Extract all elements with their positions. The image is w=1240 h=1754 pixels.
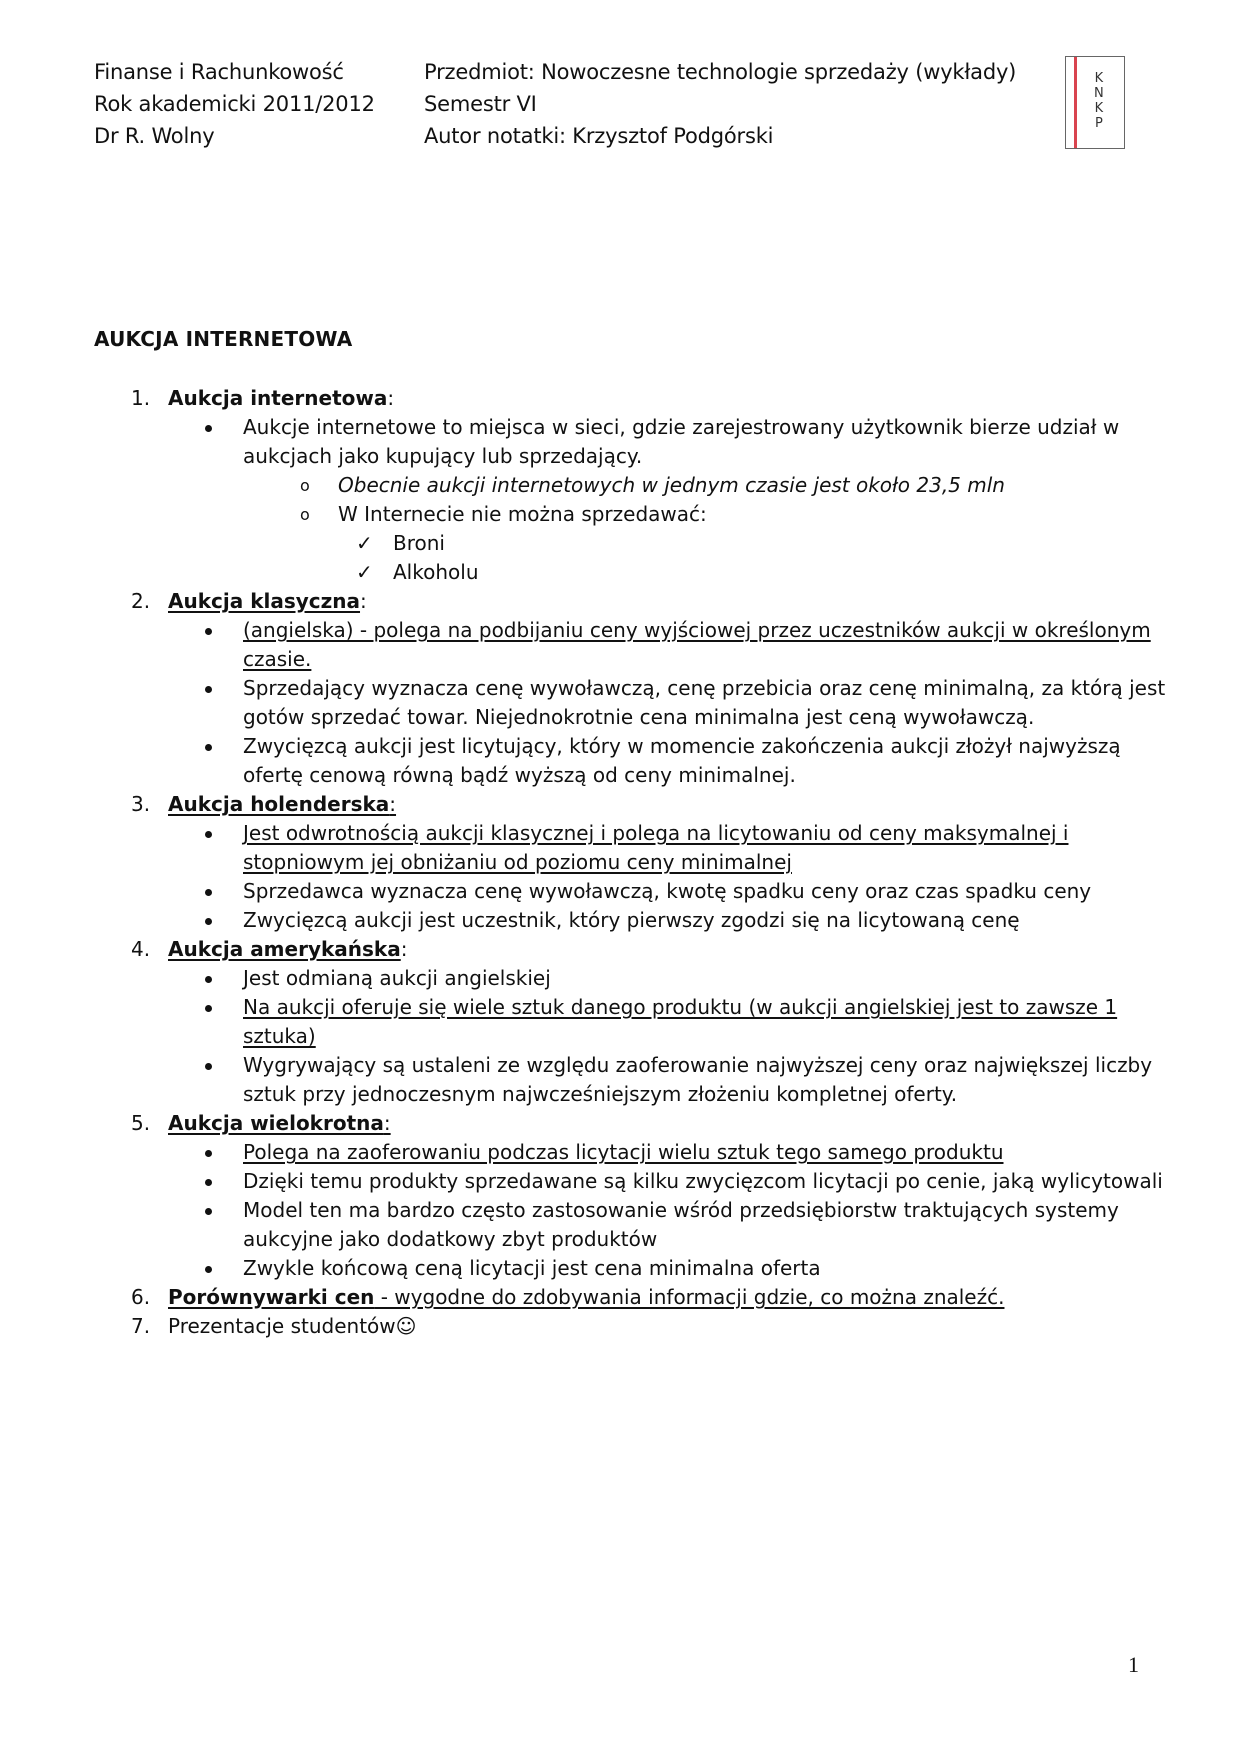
bullet-item xyxy=(0,732,1240,761)
page-number: 1 xyxy=(1128,1652,1139,1677)
sub-text: W Internecie nie można sprzedawać: xyxy=(338,502,707,526)
bullet-text: Jest odwrotnością aukcji klasycznej i polega na licytowaniu od ceny maksymalnej i xyxy=(243,821,1069,845)
list-item xyxy=(0,587,1240,616)
bullet-item xyxy=(0,413,1240,442)
faculty: Finanse i Rachunkowość xyxy=(94,60,344,84)
heading-suffix: : xyxy=(400,937,408,961)
heading-suffix: - wygodne do zdobywania informacji gdzie, co można znaleźć. xyxy=(374,1285,1005,1309)
section-heading: Porównywarki cen xyxy=(168,1285,375,1309)
bullet-text: Na aukcji oferuje się wiele sztuk danego produktu (w aukcji angielskiej jest to zawsze 1 xyxy=(243,995,1118,1019)
bullet-item xyxy=(0,1196,1240,1225)
note-author: Autor notatki: Krzysztof Podgórski xyxy=(424,124,774,148)
knkp-logo xyxy=(1065,56,1125,149)
lecturer: Dr R. Wolny xyxy=(94,124,215,148)
bullet-item xyxy=(0,1254,1240,1283)
bullet-text: Polega na zaoferowaniu podczas licytacji wielu sztuk tego samego produktu xyxy=(243,1140,1004,1164)
bullet-icon xyxy=(205,1266,212,1273)
bullet-text: Model ten ma bardzo często zastosowanie wśród przedsiębiorstw traktujących systemy xyxy=(243,1198,1119,1222)
bullet-icon xyxy=(205,1179,212,1186)
semester: Semestr VI xyxy=(424,92,537,116)
bullet-icon xyxy=(205,744,212,751)
sub-item xyxy=(0,500,1240,529)
document-body xyxy=(0,384,1240,1341)
checkmark-icon: ✓ xyxy=(356,560,373,584)
list-item xyxy=(0,935,1240,964)
section-heading: Aukcja internetowa xyxy=(168,386,388,410)
bullet-text: Zwycięzcą aukcji jest licytujący, który w momencie zakończenia aukcji złożył najwyższą xyxy=(243,734,1121,758)
bullet-text: Wygrywający są ustaleni ze względu zaoferowanie najwyższej ceny oraz największej liczby xyxy=(243,1053,1153,1077)
bullet-text: Jest odmianą aukcji angielskiej xyxy=(243,966,551,990)
bullet-text: Dzięki temu produkty sprzedawane są kilku zwycięzcom licytacji po cenie, jaką wylicytowali xyxy=(243,1169,1163,1193)
bullet-item xyxy=(0,1051,1240,1080)
bullet-text: Zwycięzcą aukcji jest uczestnik, który pierwszy zgodzi się na licytowaną cenę xyxy=(243,908,1020,932)
bullet-text: aukcyjne jako dodatkowy zbyt produktów xyxy=(243,1227,658,1251)
item-number: 1. xyxy=(131,386,151,410)
logo-letter: K xyxy=(1094,101,1104,116)
checkmark-icon: ✓ xyxy=(356,531,373,555)
bullet-text: Aukcje internetowe to miejsca w sieci, gdzie zarejestrowany użytkownik bierze udział w xyxy=(243,415,1120,439)
check-item xyxy=(0,558,1240,587)
list-item xyxy=(0,1109,1240,1138)
heading-suffix: : xyxy=(360,589,367,613)
section-heading: Aukcja wielokrotna xyxy=(168,1111,384,1135)
logo-letter: N xyxy=(1094,86,1104,101)
item-number: 5. xyxy=(131,1111,151,1135)
item-number: 6. xyxy=(131,1285,151,1309)
bullet-text: ofertę cenową równą bądź wyższą od ceny minimalnej. xyxy=(243,763,796,787)
bullet-icon xyxy=(205,1005,212,1012)
sub-item xyxy=(0,471,1240,500)
bullet-text: stopniowym jej obniżaniu od poziomu ceny minimalnej xyxy=(243,850,792,874)
bullet-item xyxy=(0,964,1240,993)
bullet-icon xyxy=(205,1208,212,1215)
bullet-item xyxy=(0,616,1240,645)
bullet-item xyxy=(0,993,1240,1022)
logo-letters xyxy=(1094,71,1104,131)
heading-suffix: : xyxy=(389,792,397,816)
bullet-icon xyxy=(205,628,212,635)
item-number: 3. xyxy=(131,792,151,816)
item-number: 7. xyxy=(131,1314,151,1338)
heading-suffix: : xyxy=(383,1111,391,1135)
bullet-text: (angielska) - polega na podbijaniu ceny wyjściowej przez uczestników aukcji w określonym xyxy=(243,618,1151,642)
bullet-text: sztuk przy jednoczesnym najwcześniejszym złożeniu kompletnej oferty. xyxy=(243,1082,958,1106)
header-right xyxy=(424,56,1016,152)
logo-red-bar xyxy=(1074,57,1077,148)
bullet-item xyxy=(0,877,1240,906)
circle-bullet-icon: o xyxy=(300,476,310,495)
item-number: 2. xyxy=(131,589,151,613)
circle-bullet-icon: o xyxy=(300,505,310,524)
heading-suffix: : xyxy=(387,386,395,410)
bullet-text: Zwykle końcową ceną licytacji jest cena minimalna oferta xyxy=(243,1256,821,1280)
section-heading: Prezentacje studentów☺ xyxy=(168,1314,417,1338)
logo-letter: K xyxy=(1094,71,1104,86)
bullet-text: aukcjach jako kupujący lub sprzedający. xyxy=(243,444,643,468)
section-heading: Aukcja holenderska xyxy=(168,792,390,816)
sub-text: Obecnie aukcji internetowych w jednym czasie jest około 23,5 mln xyxy=(338,473,1005,497)
item-number: 4. xyxy=(131,937,151,961)
bullet-icon xyxy=(205,918,212,925)
bullet-text: Sprzedający wyznacza cenę wywoławczą, cenę przebicia oraz cenę minimalną, za którą jest xyxy=(243,676,1166,700)
bullet-item xyxy=(0,906,1240,935)
bullet-icon xyxy=(205,686,212,693)
bullet-text: gotów sprzedać towar. Niejednokrotnie cena minimalna jest ceną wywoławczą. xyxy=(243,705,1035,729)
bullet-icon xyxy=(205,425,212,432)
bullet-icon xyxy=(205,1063,212,1070)
subject: Przedmiot: Nowoczesne technologie sprzedaży (wykłady) xyxy=(424,60,1017,84)
check-text: Broni xyxy=(393,531,445,555)
bullet-icon xyxy=(205,976,212,983)
bullet-icon xyxy=(205,1150,212,1157)
check-text: Alkoholu xyxy=(393,560,479,584)
list-item xyxy=(0,1283,1240,1312)
bullet-item xyxy=(0,819,1240,848)
bullet-text: Sprzedawca wyznacza cenę wywoławczą, kwotę spadku ceny oraz czas spadku ceny xyxy=(243,879,1092,903)
list-item xyxy=(0,790,1240,819)
bullet-item xyxy=(0,674,1240,703)
bullet-text: sztuka) xyxy=(243,1024,316,1048)
bullet-text: czasie. xyxy=(243,647,312,671)
header-left xyxy=(94,56,375,152)
check-item xyxy=(0,529,1240,558)
bullet-icon xyxy=(205,889,212,896)
document-title: AUKCJA INTERNETOWA xyxy=(94,327,353,351)
academic-year: Rok akademicki 2011/2012 xyxy=(94,92,375,116)
bullet-item xyxy=(0,1167,1240,1196)
section-heading: Aukcja klasyczna xyxy=(168,589,361,613)
logo-letter: P xyxy=(1094,116,1103,131)
section-heading: Aukcja amerykańska xyxy=(168,937,401,961)
list-item xyxy=(0,384,1240,413)
bullet-item xyxy=(0,1138,1240,1167)
bullet-icon xyxy=(205,831,212,838)
list-item xyxy=(0,1312,1240,1341)
